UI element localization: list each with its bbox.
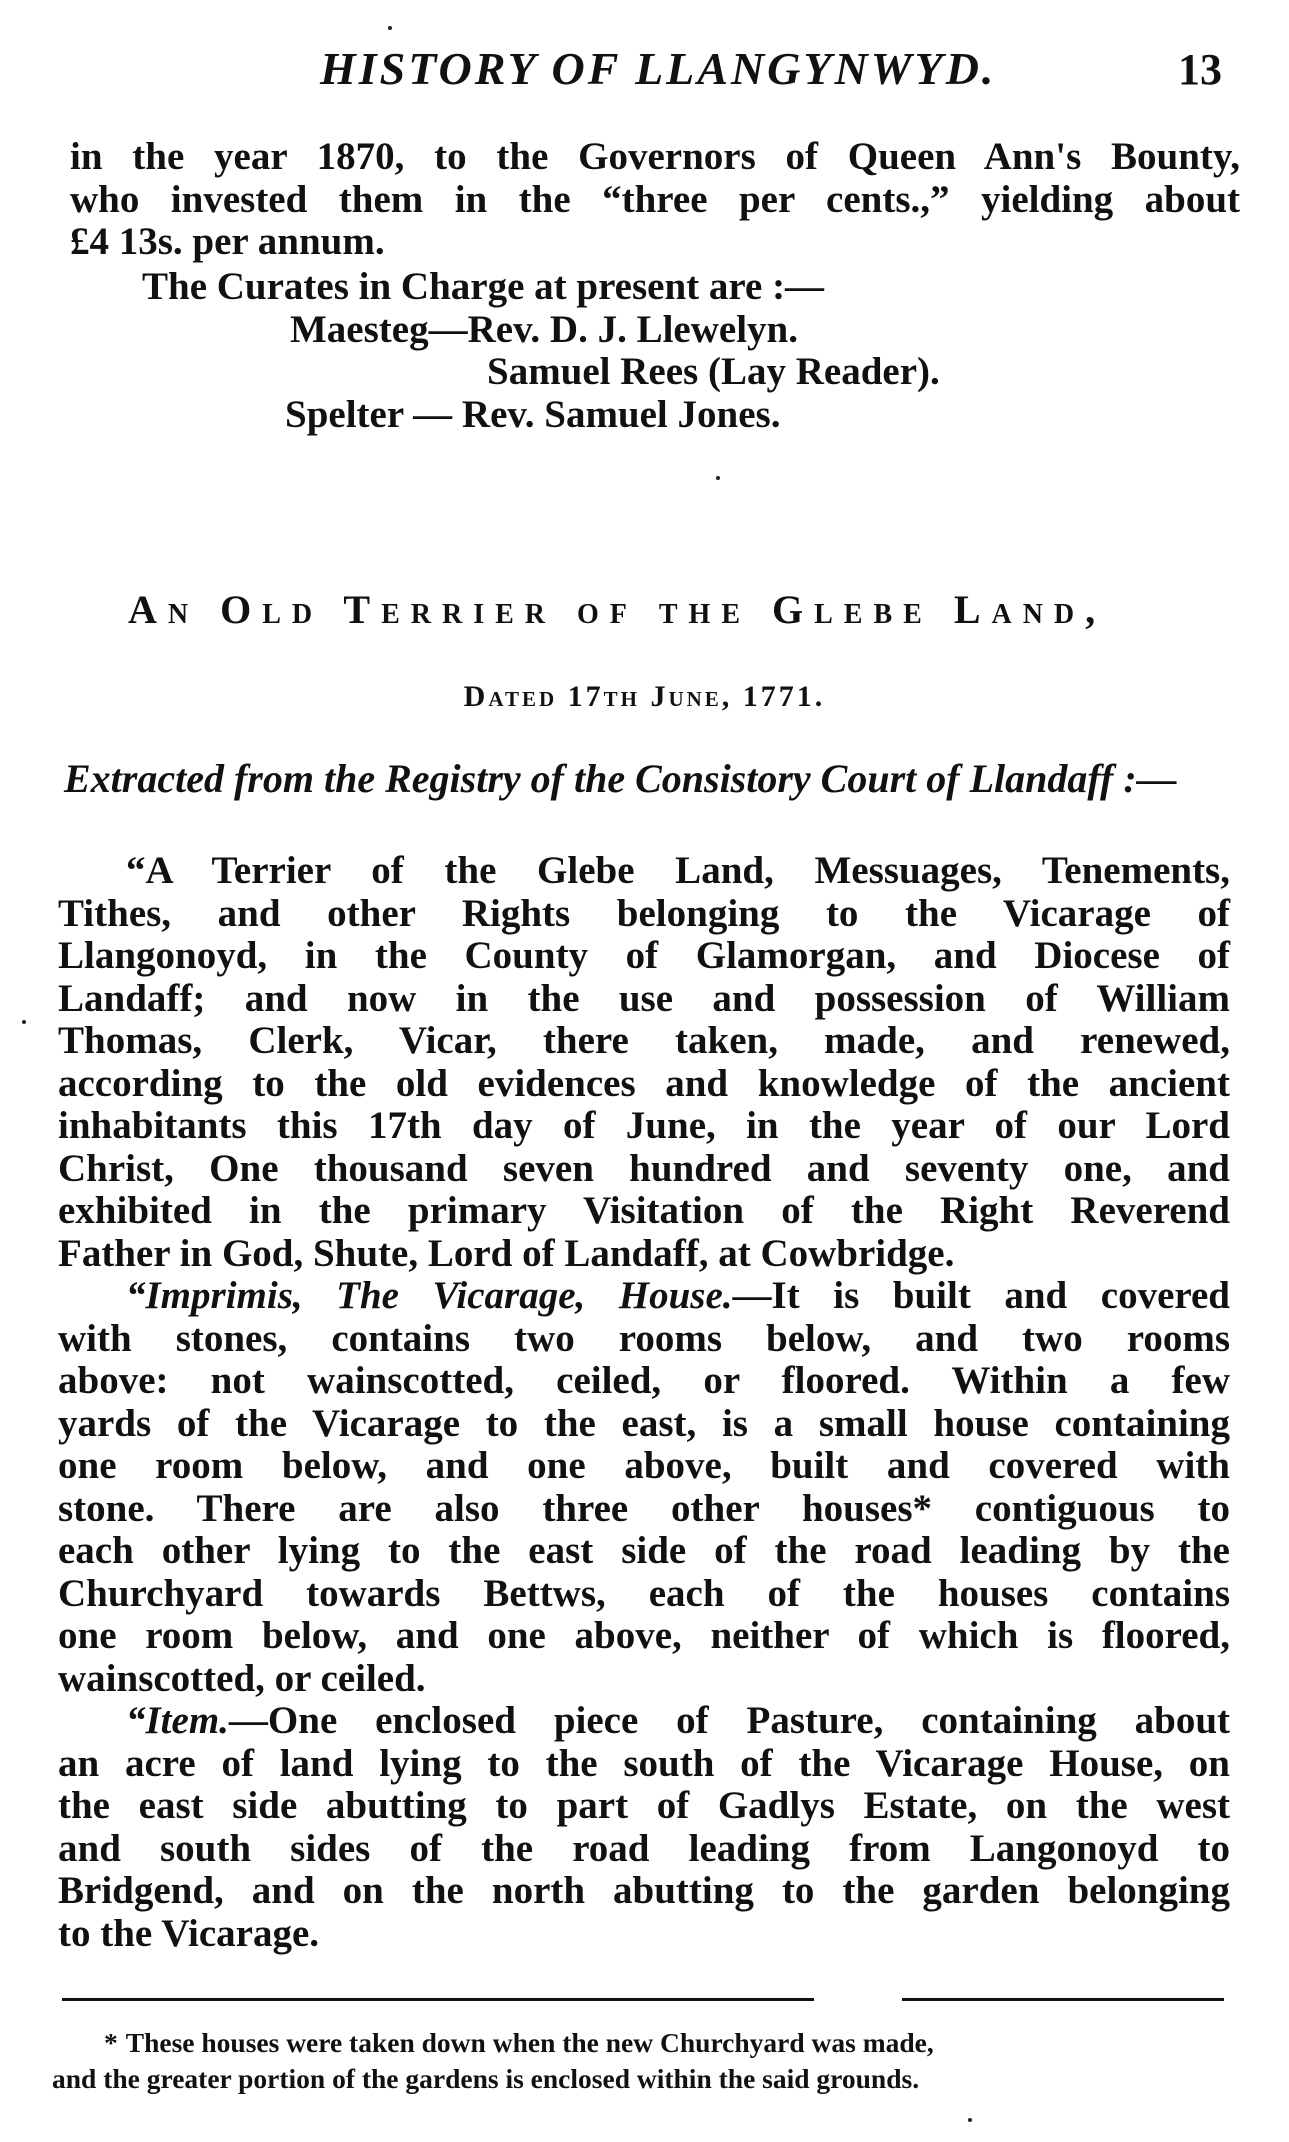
imprimis-lead: “Imprimis, The Vicarage, House. — [126, 1274, 733, 1317]
text-line: one room below, and one above, built and covered with — [58, 1444, 1230, 1487]
text-line: and south sides of the road leading from Langonoyd to — [58, 1826, 1230, 1870]
item-lead: “Item. — [126, 1699, 229, 1742]
text-line: £4 13s. per annum. — [70, 220, 385, 263]
text-line — [58, 1700, 1230, 1743]
text-line: one room below, and one above, neither of which is floored, — [58, 1614, 1230, 1657]
footnote-line — [52, 2025, 1222, 2061]
footnote-text: These houses were taken down when the new Churchyard was made, — [125, 2027, 934, 2058]
text-line: according to the old evidences and knowledge of the ancient — [58, 1061, 1230, 1105]
footnote-rule — [902, 1998, 1224, 2001]
curate-entry: Spelter — Rev. Samuel Jones. — [285, 393, 781, 436]
text-line: Landaff; and now in the use and possession of William — [58, 976, 1230, 1020]
curates-heading: The Curates in Charge at present are :— — [142, 265, 825, 308]
curate-entry: Samuel Rees (Lay Reader). — [487, 350, 940, 393]
text-line: the east side abutting to part of Gadlys Estate, on the west — [58, 1784, 1230, 1827]
text-line: Llangonoyd, in the County of Glamorgan, and Diocese of — [58, 934, 1230, 977]
text-line: Churchyard towards Bettws, each of the houses contains — [58, 1571, 1230, 1615]
text-line: stone. There are also three other houses* contiguous to — [58, 1486, 1230, 1530]
text-line: above: not wainscotted, ceiled, or floored. Within a few — [58, 1359, 1230, 1402]
print-speck — [22, 1020, 26, 1024]
item-rest: —One enclosed piece of Pasture, containing about — [228, 1699, 1230, 1742]
text-line: each other lying to the east side of the road leading by the — [58, 1529, 1230, 1572]
running-title: HISTORY OF LLANGYNWYD. — [320, 43, 997, 94]
text-line: wainscotted, or ceiled. — [58, 1656, 426, 1700]
curate-entry: Maesteg—Rev. D. J. Llewelyn. — [290, 308, 798, 351]
text-line: Thomas, Clerk, Vicar, there taken, made, and renewed, — [58, 1019, 1230, 1062]
text-line: to the Vicarage. — [58, 1911, 320, 1955]
print-speck — [968, 2118, 972, 2122]
print-speck — [388, 26, 392, 30]
terrier-text — [58, 850, 1230, 1955]
section-title: An Old Terrier of the Glebe Land, — [128, 587, 1107, 632]
footnote-rule — [62, 1998, 814, 2001]
text-line: an acre of land lying to the south of the Vicarage House, on — [58, 1741, 1230, 1785]
imprimis-rest: —It is built and covered — [732, 1274, 1230, 1317]
footnote-marker: * — [104, 2027, 118, 2058]
print-speck — [716, 476, 720, 480]
text-line: yards of the Vicarage to the east, is a small house containing — [58, 1401, 1230, 1445]
text-line: “A Terrier of the Glebe Land, Messuages, Tenements, — [126, 849, 1230, 892]
section-date: Dated 17th June, 1771. — [463, 680, 826, 713]
footnote-line: and the greater portion of the gardens is enclosed within the said grounds. — [52, 2063, 920, 2094]
text-line: inhabitants this 17th day of June, in the year of our Lord — [58, 1104, 1230, 1147]
funds-paragraph — [70, 136, 1240, 264]
text-line: Tithes, and other Rights belonging to the Vicarage of — [58, 891, 1230, 935]
running-head — [0, 42, 1289, 102]
page-number: 13 — [1178, 45, 1222, 94]
text-line: Father in God, Shute, Lord of Landaff, at Cowbridge. — [58, 1231, 955, 1275]
text-line: Bridgend, and on the north abutting to the garden belonging — [58, 1869, 1230, 1912]
text-line: with stones, contains two rooms below, and two rooms — [58, 1316, 1230, 1360]
text-line: exhibited in the primary Visitation of the Right Reverend — [58, 1189, 1230, 1232]
section-source: Extracted from the Registry of the Consistory Court of Llandaff :— — [64, 756, 1177, 801]
footnote — [52, 2025, 1222, 2097]
text-line: who invested them in the “three per cents.,” yielding about — [70, 177, 1240, 221]
text-line: Christ, One thousand seven hundred and seventy one, and — [58, 1146, 1230, 1190]
text-line — [58, 1275, 1230, 1318]
text-line: in the year 1870, to the Governors of Queen Ann's Bounty, — [70, 135, 1240, 178]
